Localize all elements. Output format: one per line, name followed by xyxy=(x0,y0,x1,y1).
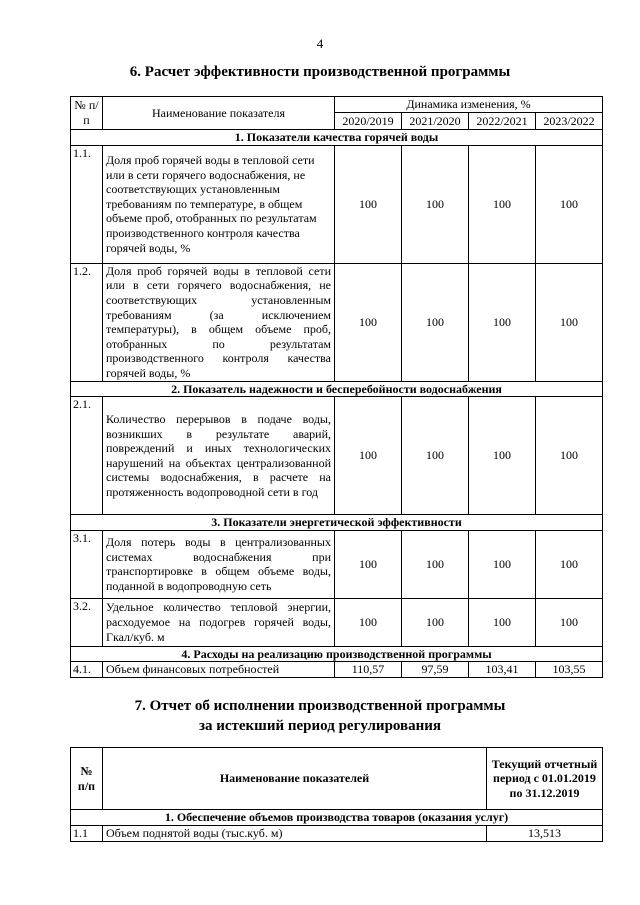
row-num: 3.1. xyxy=(71,530,103,598)
row-num: 1.1 xyxy=(71,826,103,842)
row-value: 100 xyxy=(335,598,402,646)
row-name: Объем финансовых потребностей xyxy=(103,662,335,678)
table-row xyxy=(71,662,603,678)
table-row xyxy=(71,145,603,263)
section-7-title xyxy=(0,696,640,736)
row-value: 97,59 xyxy=(402,662,469,678)
row-value: 100 xyxy=(469,263,536,381)
row-name: Доля потерь воды в централизованных системах водоснабжения при транспортировке в общем объеме воды, поданной в водопроводную сеть xyxy=(103,530,335,598)
row-value: 100 xyxy=(469,530,536,598)
row-value: 100 xyxy=(335,530,402,598)
row-value: 100 xyxy=(402,530,469,598)
header-year: 2022/2021 xyxy=(469,113,536,130)
section-6-title: 6. Расчет эффективности производственной программы xyxy=(129,64,511,80)
row-num: 3.2. xyxy=(71,598,103,646)
row-name: Доля проб горячей воды в тепловой сети или в сети горячего водоснабжения, не соответствующих установленным требованиям по температуре, в общем объеме проб, отобранных по результатам производственного контроля качества горячей воды, % xyxy=(103,145,335,263)
row-value: 100 xyxy=(335,397,402,515)
row-value: 100 xyxy=(335,145,402,263)
row-value: 100 xyxy=(402,397,469,515)
table-row xyxy=(71,598,603,646)
table-row xyxy=(71,263,603,381)
header-num: № п/п xyxy=(71,97,103,130)
row-value: 13,513 xyxy=(487,826,603,842)
group-title: 3. Показатели энергетической эффективности xyxy=(71,515,603,531)
group-title: 2. Показатель надежности и бесперебойности водоснабжения xyxy=(71,381,603,397)
row-value: 100 xyxy=(335,263,402,381)
header-year: 2023/2022 xyxy=(536,113,603,130)
table-row xyxy=(71,826,603,842)
row-value: 100 xyxy=(402,598,469,646)
header-num: № п/п xyxy=(71,748,103,810)
row-name: Количество перерывов в подаче воды, возникших в результате аварий, повреждений и иных технологических нарушений на объектах централизованной системы водоснабжения, в расчете на протяженность водопроводной сети в год xyxy=(103,397,335,515)
row-name: Доля проб горячей воды в тепловой сети или в сети горячего водоснабжения, не соответствующих установленным требованиям (за исключением температуры), в общем объеме проб, отобранных по результатам производственного контроля качества горячей воды, % xyxy=(103,263,335,381)
header-name: Наименование показателя xyxy=(103,97,335,130)
row-name: Объем поднятой воды (тыс.куб. м) xyxy=(103,826,487,842)
row-value: 103,41 xyxy=(469,662,536,678)
row-value: 110,57 xyxy=(335,662,402,678)
row-value: 100 xyxy=(536,263,603,381)
row-name: Удельное количество тепловой энергии, расходуемое на подогрев горячей воды, Гкал/куб. м xyxy=(103,598,335,646)
row-value: 100 xyxy=(536,598,603,646)
group-title: 4. Расходы на реализацию производственной программы xyxy=(71,646,603,662)
header-period: Текущий отчетный период с 01.01.2019 по 31.12.2019 xyxy=(487,748,603,810)
header-name: Наименование показателей xyxy=(103,748,487,810)
section-7-title-line2: за истекший период регулирования xyxy=(198,718,442,734)
row-value: 100 xyxy=(536,397,603,515)
row-value: 100 xyxy=(536,530,603,598)
row-value: 100 xyxy=(469,145,536,263)
header-year: 2020/2019 xyxy=(335,113,402,130)
row-num: 1.1. xyxy=(71,145,103,263)
group-title: 1. Обеспечение объемов производства товаров (оказания услуг) xyxy=(71,810,603,826)
section-7-title-line1: 7. Отчет об исполнении производственной программы xyxy=(134,698,506,714)
row-value: 100 xyxy=(402,145,469,263)
page-number: 4 xyxy=(316,36,324,51)
row-value: 100 xyxy=(536,145,603,263)
table-row xyxy=(71,397,603,515)
program-report-table xyxy=(70,747,603,842)
header-year: 2021/2020 xyxy=(402,113,469,130)
row-num: 4.1. xyxy=(71,662,103,678)
row-num: 2.1. xyxy=(71,397,103,515)
table-row xyxy=(71,530,603,598)
group-title: 1. Показатели качества горячей воды xyxy=(71,130,603,146)
row-value: 100 xyxy=(469,598,536,646)
row-value: 100 xyxy=(402,263,469,381)
row-num: 1.2. xyxy=(71,263,103,381)
row-value: 100 xyxy=(469,397,536,515)
header-dynamics: Динамика изменения, % xyxy=(335,97,603,113)
row-value: 103,55 xyxy=(536,662,603,678)
efficiency-table xyxy=(70,96,603,678)
